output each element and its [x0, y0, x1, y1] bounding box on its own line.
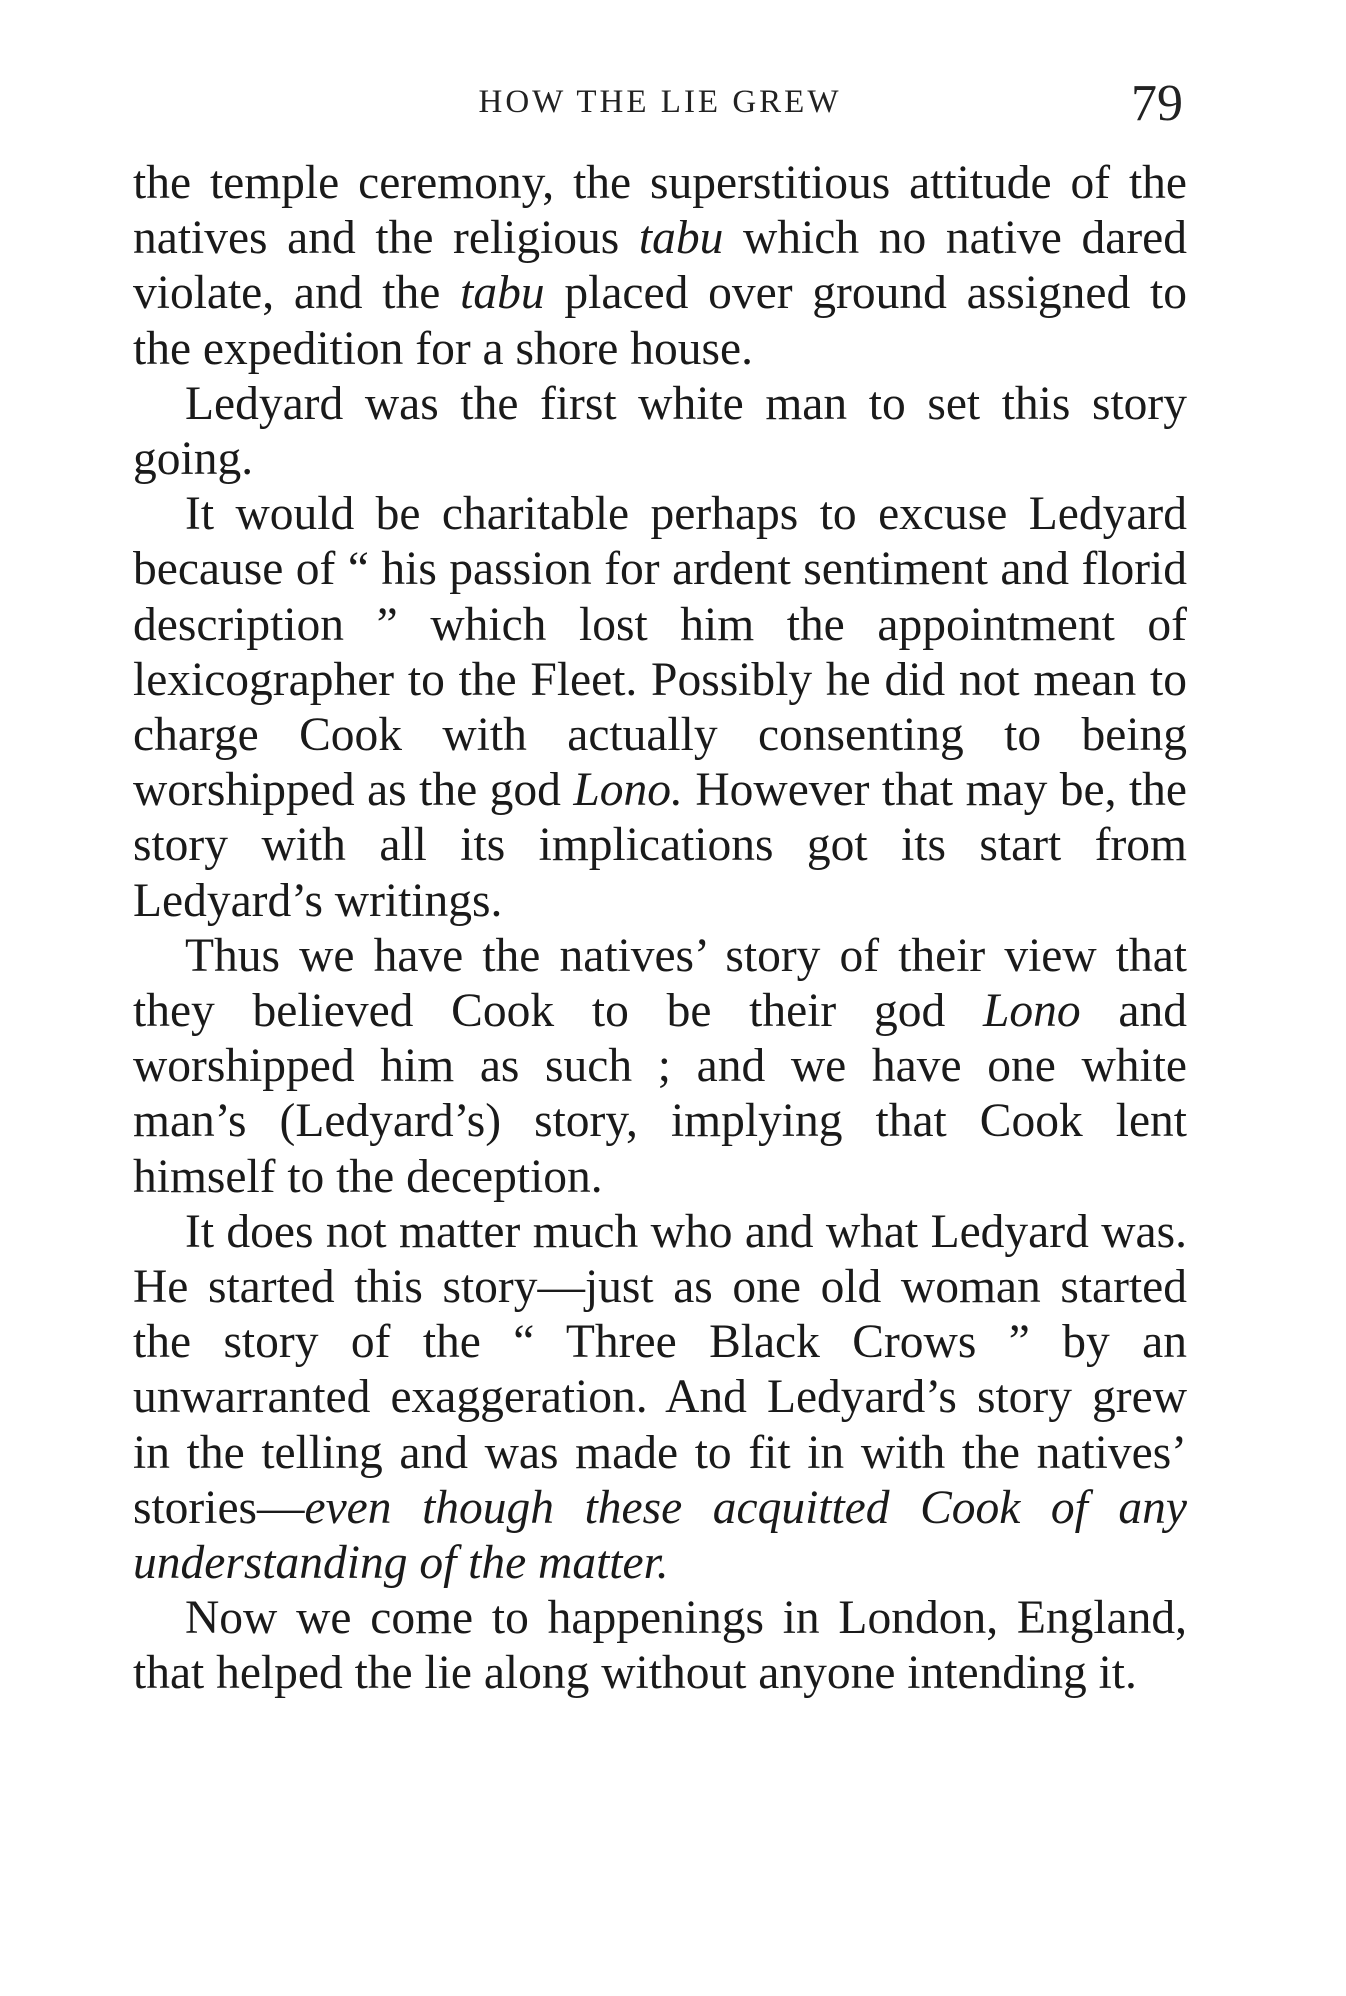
- italic-term: tabu: [638, 212, 724, 265]
- text-run: the temple ceremony, the superstitious attitude of the natives and the religious: [133, 157, 1187, 265]
- paragraph: [133, 156, 1187, 377]
- paragraph: [133, 487, 1187, 929]
- italic-term: Lono.: [573, 764, 683, 817]
- paragraph: [133, 929, 1187, 1205]
- italic-term: tabu: [460, 267, 545, 320]
- text-run: It would be charitable perhaps to excuse Ledyard because of “ his passion for ardent sentiment and florid description ” which lost him the appointment of lexicographer to the Fleet. Possibly he did not mean to charge Cook with actually consenting to being worshipped as the god: [133, 488, 1187, 817]
- paragraph: [133, 1591, 1187, 1701]
- paragraph: [133, 1205, 1187, 1591]
- text-run: which no native dared violate, and the: [133, 212, 1187, 320]
- body-text: [133, 156, 1187, 1702]
- text-run: Ledyard was the first white man to set this story going.: [133, 377, 1187, 486]
- paragraph: [133, 377, 1187, 487]
- running-title: HOW THE LIE GREW: [478, 84, 842, 120]
- text-run: and worshipped him as such ; and we have one white man’s (Ledyard’s) story, implying that Cook lent himself to the deception.: [133, 985, 1187, 1203]
- running-head: [133, 75, 1187, 138]
- text-run: Thus we have the natives’ story of their view that they believed Cook to be their god: [133, 929, 1187, 1038]
- text-run: placed over ground assigned to the expedition for a shore house.: [133, 267, 1187, 375]
- page-number: 79: [1131, 75, 1183, 132]
- italic-term: Lono: [982, 985, 1081, 1038]
- text-run: It does not matter much who and what Ledyard was. He started this story—just as one old woman started the story of the “ Three Black Crows ” by an unwarranted exaggeration. And Ledyard’s story grew in the telling and was made to fit in with the natives’ stories—: [133, 1205, 1187, 1534]
- text-run: Now we come to happenings in London, England, that helped the lie along without anyone intending it.: [133, 1592, 1187, 1700]
- italic-emphasis: even though these acquitted Cook of any understanding of the matter.: [133, 1481, 1187, 1590]
- text-run: However that may be, the story with all its implications got its start from Ledyard’s writings.: [133, 764, 1188, 927]
